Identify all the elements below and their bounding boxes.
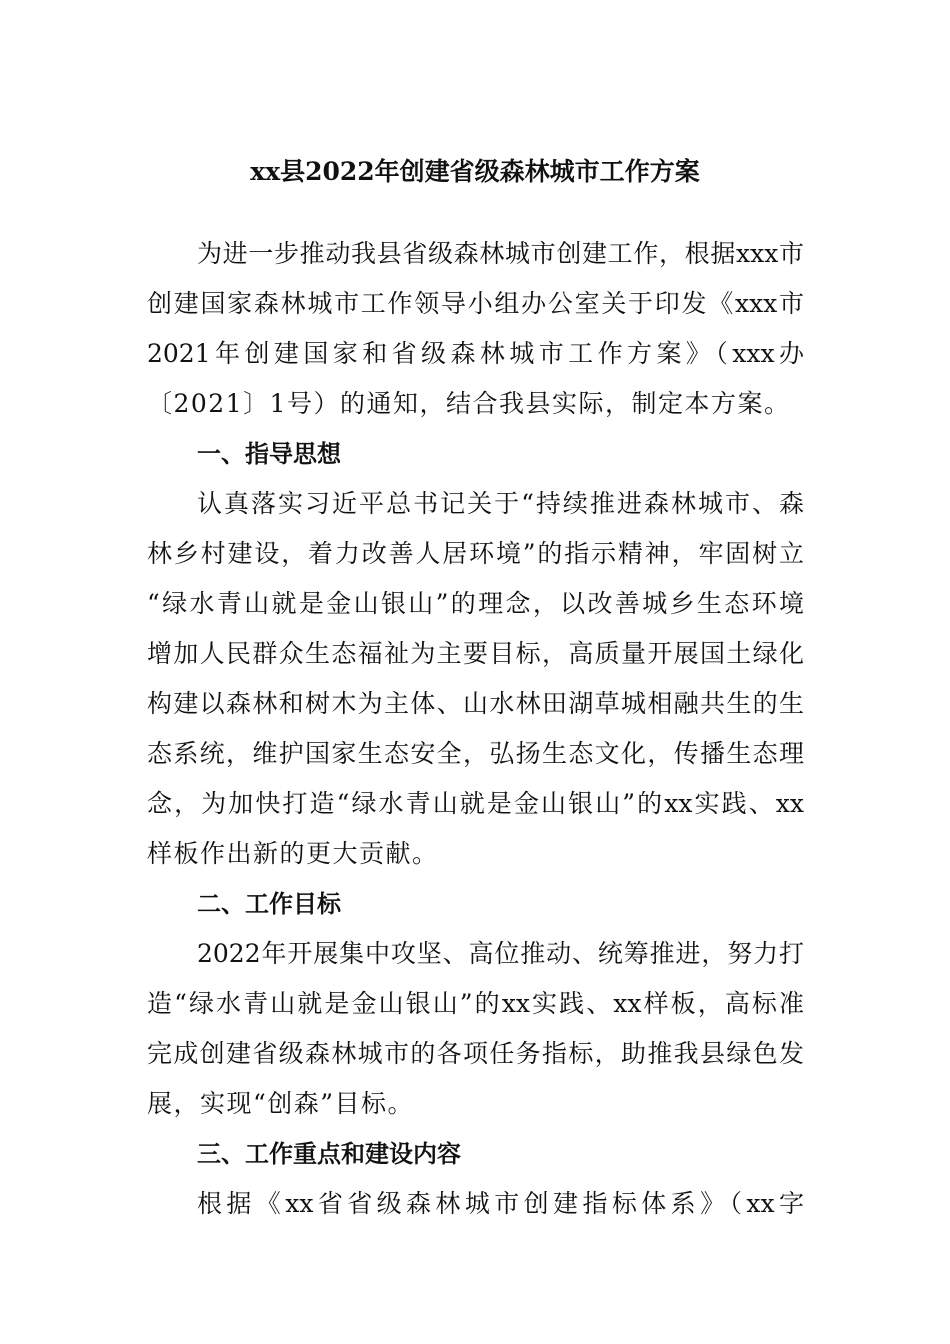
- document-title: xx县2022年创建省级森林城市工作方案: [250, 157, 700, 186]
- section-heading-work-goals: 二、工作目标: [197, 890, 341, 918]
- section3-line: 根据《xx省省级森林城市创建指标体系》（xx字: [197, 1189, 804, 1218]
- section2-line: 2022年开展集中攻坚、高位推动、统筹推进，努力打: [197, 939, 804, 968]
- intro-line: 为进一步推动我县省级森林城市创建工作，根据xxx市: [197, 239, 804, 268]
- section2-line: 展，实现“创森”目标。: [147, 1089, 415, 1118]
- section1-line: “绿水青山就是金山银山”的理念，以改善城乡生态环境: [147, 589, 804, 618]
- section1-line: 认真落实习近平总书记关于“持续推进森林城市、森: [197, 489, 804, 518]
- section-heading-key-work: 三、工作重点和建设内容: [197, 1140, 461, 1168]
- intro-line: 创建国家森林城市工作领导小组办公室关于印发《xxx市: [147, 289, 804, 318]
- intro-line: 2021年创建国家和省级森林城市工作方案》（xxx办: [147, 339, 804, 368]
- section1-line: 念，为加快打造“绿水青山就是金山银山”的xx实践、xx: [147, 789, 804, 818]
- section1-line: 增加人民群众生态福祉为主要目标，高质量开展国土绿化: [147, 639, 804, 668]
- section-heading-guiding-ideology: 一、指导思想: [197, 440, 341, 468]
- section1-line: 构建以森林和树木为主体、山水林田湖草城相融共生的生: [147, 689, 804, 718]
- section2-line: 完成创建省级森林城市的各项任务指标，助推我县绿色发: [147, 1039, 804, 1068]
- intro-line: 〔2021〕1号）的通知，结合我县实际，制定本方案。: [147, 389, 791, 418]
- section2-line: 造“绿水青山就是金山银山”的xx实践、xx样板，高标准: [147, 989, 804, 1018]
- section1-line: 林乡村建设，着力改善人居环境”的指示精神，牢固树立: [147, 539, 804, 568]
- section1-line: 态系统，维护国家生态安全，弘扬生态文化，传播生态理: [147, 739, 804, 768]
- section1-line: 样板作出新的更大贡献。: [147, 839, 439, 868]
